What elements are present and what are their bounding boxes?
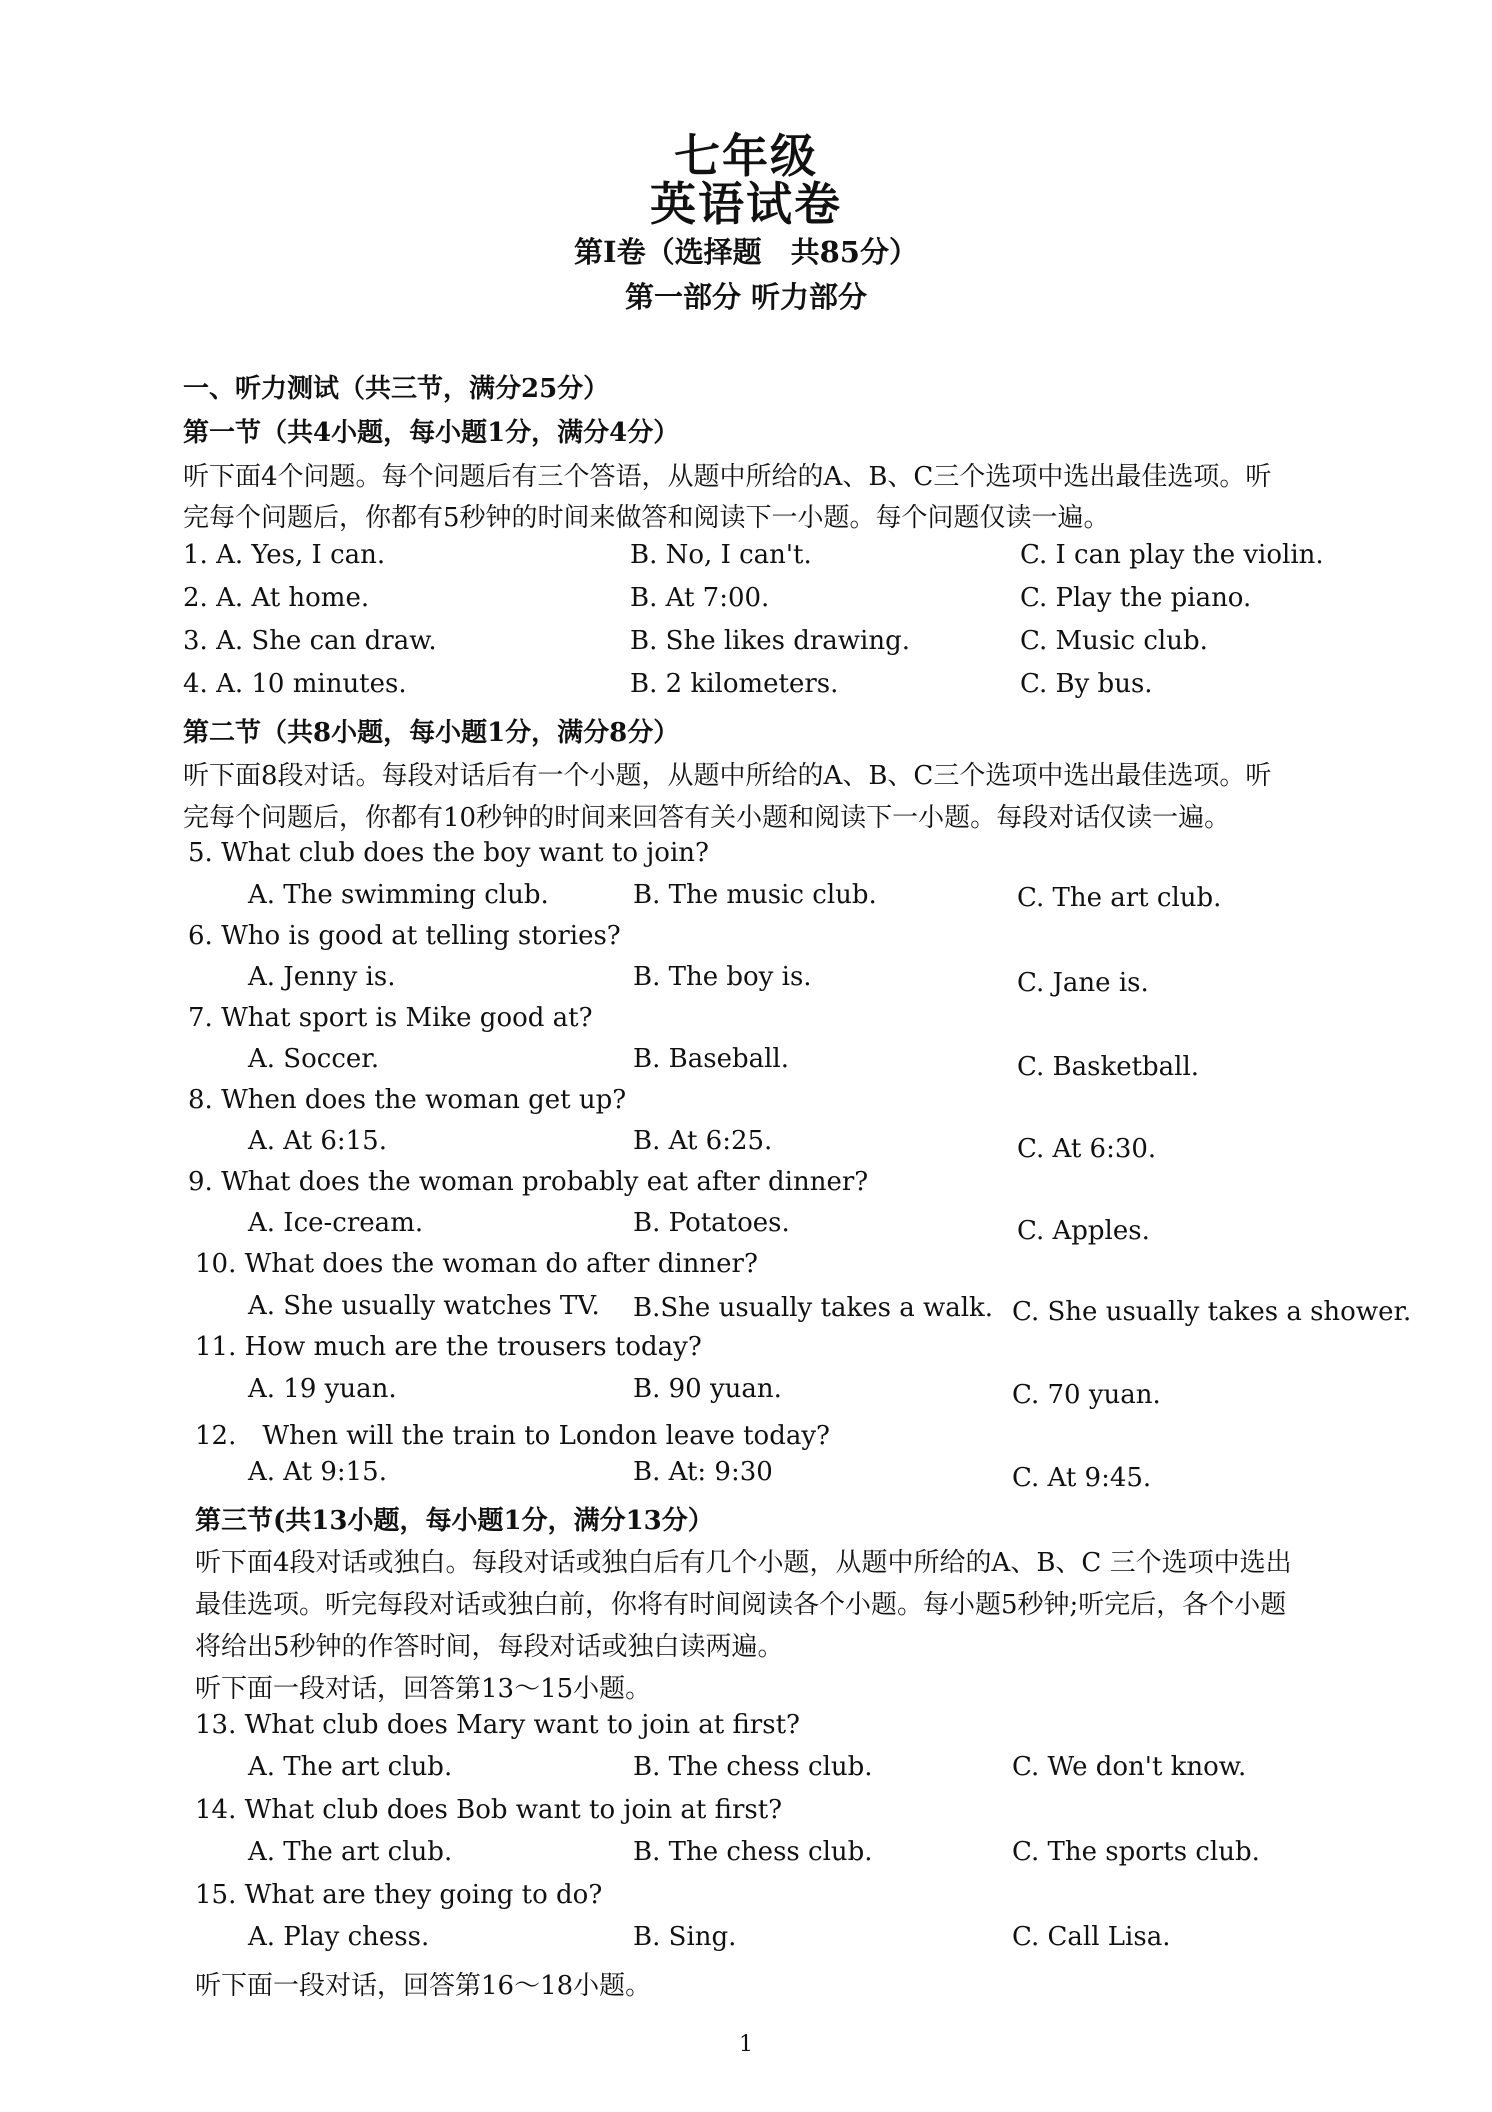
option-a: A. Jenny is. [248, 962, 396, 992]
subsection-3-title: 第三节(共13小题，每小题1分，满分13分） [195, 1506, 714, 1536]
subsection-1-instruction: 完每个问题后，你都有5秒钟的时间来做答和阅读下一小题。每个问题仅读一遍。 [183, 503, 1110, 533]
option-b: B.She usually takes a walk. [633, 1293, 994, 1323]
option-b: B. Potatoes. [633, 1208, 790, 1238]
part-title: 第一部分 听力部分 [624, 280, 868, 314]
subject-title: 英语试卷 [650, 177, 842, 231]
section-heading: 一、听力测试（共三节，满分25分） [183, 374, 610, 404]
option-b: B. Baseball. [633, 1044, 790, 1074]
option-b: B. At 6:25. [633, 1126, 773, 1156]
option-c: C. The art club. [1017, 883, 1222, 913]
option-b: B. Sing. [633, 1922, 737, 1952]
question-text: 5. What club does the boy want to join? [188, 838, 709, 868]
option-b: B. 2 kilometers. [630, 669, 839, 699]
option-b: B. At: 9:30 [633, 1457, 773, 1487]
option-b: B. The boy is. [633, 962, 812, 992]
option-a: A. The swimming club. [248, 880, 549, 910]
option-b: B. The chess club. [633, 1837, 873, 1867]
subsection-1-title: 第一节（共4小题，每小题1分，满分4分） [183, 418, 680, 448]
option-a: A. At 9:15. [248, 1457, 387, 1487]
option-b: B. The music club. [633, 880, 877, 910]
option-a: 4. A. 10 minutes. [183, 669, 407, 699]
option-c: C. I can play the violin. [1020, 540, 1324, 570]
option-a: A. Soccer. [248, 1044, 380, 1074]
question-text: 8. When does the woman get up? [188, 1085, 627, 1115]
option-c: C. Jane is. [1017, 968, 1149, 998]
dialog-intro: 听下面一段对话，回答第13～15小题。 [195, 1674, 652, 1704]
question-text: 6. Who is good at telling stories? [188, 921, 621, 951]
option-a: A. Play chess. [248, 1922, 430, 1952]
option-c: C. Music club. [1020, 626, 1208, 656]
option-a: A. She usually watches TV. [248, 1291, 600, 1321]
option-c: C. At 6:30. [1017, 1134, 1157, 1164]
option-c: C. Call Lisa. [1012, 1922, 1171, 1952]
question-text: 12. When will the train to London leave today? [195, 1421, 830, 1451]
option-c: C. By bus. [1020, 669, 1153, 699]
dialog-intro: 听下面一段对话，回答第16～18小题。 [195, 1971, 652, 2001]
option-a: A. 19 yuan. [248, 1374, 397, 1404]
question-text: 10. What does the woman do after dinner? [195, 1249, 758, 1279]
question-text: 15. What are they going to do? [195, 1880, 603, 1910]
option-c: C. At 9:45. [1012, 1463, 1152, 1493]
option-a: 2. A. At home. [183, 583, 370, 613]
option-c: C. Play the piano. [1020, 583, 1252, 613]
option-a: A. Ice-cream. [248, 1208, 424, 1238]
option-a: 3. A. She can draw. [183, 626, 437, 656]
option-a: A. The art club. [248, 1752, 453, 1782]
option-b: B. She likes drawing. [630, 626, 911, 656]
option-a: A. At 6:15. [248, 1126, 387, 1156]
option-a: A. The art club. [248, 1837, 453, 1867]
volume-title: 第Ⅰ卷（选择题 共85分） [574, 235, 918, 269]
question-text: 14. What club does Bob want to join at first? [195, 1795, 783, 1825]
subsection-2-instruction: 完每个问题后，你都有10秒钟的时间来回答有关小题和阅读下一小题。每段对话仅读一遍。 [183, 803, 1231, 833]
subsection-3-instruction: 将给出5秒钟的作答时间，每段对话或独白读两遍。 [195, 1632, 784, 1662]
option-b: B. 90 yuan. [633, 1374, 782, 1404]
page-number: 1 [739, 2032, 753, 2057]
option-c: C. The sports club. [1012, 1837, 1260, 1867]
subsection-1-instruction: 听下面4个问题。每个问题后有三个答语，从题中所给的A、B、C三个选项中选出最佳选项。听 [183, 462, 1272, 492]
option-c: C. 70 yuan. [1012, 1380, 1161, 1410]
option-c: C. She usually takes a shower. [1012, 1297, 1412, 1327]
option-b: B. No, I can't. [630, 540, 812, 570]
subsection-3-instruction: 最佳选项。听完每段对话或独白前，你将有时间阅读各个小题。每小题5秒钟;听完后，各个小题 [195, 1590, 1287, 1620]
option-c: C. Apples. [1017, 1216, 1150, 1246]
option-a: 1. A. Yes, I can. [183, 540, 386, 570]
option-c: C. We don't know. [1012, 1752, 1247, 1782]
grade-title: 七年级 [674, 129, 818, 183]
question-text: 11. How much are the trousers today? [195, 1332, 702, 1362]
subsection-3-instruction: 听下面4段对话或独白。每段对话或独白后有几个小题，从题中所给的A、B、C 三个选项中选出 [195, 1548, 1292, 1578]
option-b: B. The chess club. [633, 1752, 873, 1782]
subsection-2-instruction: 听下面8段对话。每段对话后有一个小题，从题中所给的A、B、C三个选项中选出最佳选项。听 [183, 761, 1272, 791]
option-b: B. At 7:00. [630, 583, 770, 613]
subsection-2-title: 第二节（共8小题，每小题1分，满分8分） [183, 718, 680, 748]
option-c: C. Basketball. [1017, 1052, 1200, 1082]
question-text: 7. What sport is Mike good at? [188, 1003, 593, 1033]
question-text: 13. What club does Mary want to join at first? [195, 1710, 800, 1740]
question-text: 9. What does the woman probably eat after dinner? [188, 1167, 869, 1197]
